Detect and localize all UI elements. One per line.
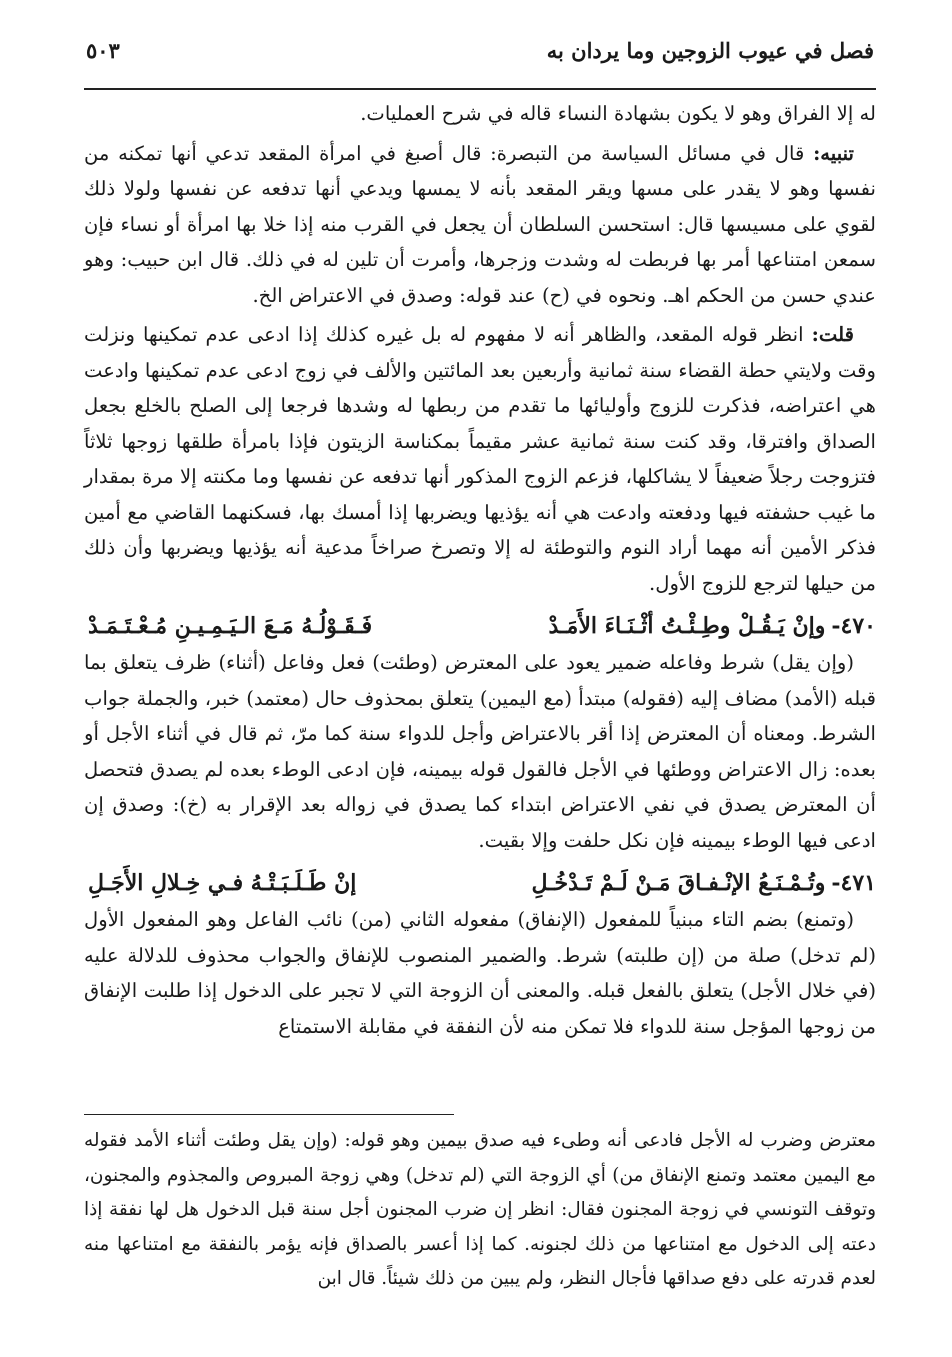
qultu-lead: قلت: [811,323,854,346]
footnote-rule [84,1114,454,1115]
verse-471-first-text: وتُـمْـنَـعُ الإنْـفـاقَ مَـنْ لَـمْ تَـدْخُـلِ [531,870,826,896]
paragraph-tanbih [84,136,876,314]
tanbih-text: قال في مسائل السياسة من التبصرة: قال أصبغ في امرأة المقعد تدعي أنها تمكنه من نفسها وهو لا يقدر على مسها ويقر المقعد بأنه لا يمسها ويدعي أنها تدفعه عن نفسها ولولا ذلك لقوي على مسيسها قال: استحسن السلطان أن يجعل في القرب منه إذا خلا بها امرأة أو نساء فإن سمعن امتناعها أمر بها فربطت له وشدت وزجرها، وأمرت أن تلين له في ذلك. قال ابن حبيب: وهو عندي حسن من الحكم اهـ. ونحوه في (ح) عند قوله: وصدق في الاعتراض الخ. [84,141,876,307]
qultu-text: انظر قوله المقعد، والظاهر أنه لا مفهوم له بل غيره كذلك إذا ادعى عدم تمكينها ونزلت وقت ولايتي حطة القضاء سنة ثمانية وأربعين بعد المائتين والألف في زوج ادعى عدم تمكينها وادعت هي اعتراضه، فذكرت للزوج وأوليائها ما تقدم من ربطها له وشدها فرجعا إلى الصلح بالخلع بجعل الصداق وافترقا، وقد كنت سنة ثمانية عشر مقيماً بمكناسة الزيتون فإذا بامرأة طلقها زوجها ثلاثاً فتزوجت رجلاً ضعيفاً لا يشاكلها، فزعم الزوج المذكور أنها تدفعه عن نفسها وما مكنته إلا مرة بمقدار ما غيب حشفته فيها ودفعته وادعت هي أنه يؤذيها ويضربها إذا أمسك بها، فسكنهما القاضي مع أمين فذكر الأمين أنه مهما أراد النوم والتوطئة له إلا وتصرخ صراخاً مدعية أنه يؤذيها ويضربها وأن ذلك من حيلها لترجع للزوج الأول. [84,323,876,595]
paragraph-commentary-471: (وتمنع) بضم التاء مبنياً للمفعول (الإنفاق) مفعوله الثاني (من) نائب الفاعل وهو المفعول الأول (لم تدخل) صلة من (إن طلبته) شرط. والضمير المنصوب للإنفاق والجواب محذوف للدلالة عليه (في خلال الأجل) يتعلق بالفعل قبله. والمعنى أن الزوجة التي لا تجبر على الدخول إذا طلبت الإنفاق من زوجها المؤجل سنة للدواء فلا تمكن منه لأن النفقة في مقابلة الاستمتاع [84,908,876,1038]
paragraph-1: له إلا الفراق وهو لا يكون بشهادة النساء قاله في شرح العمليات. [360,102,876,125]
verse-471-first-hemistich [531,864,876,902]
main-text [84,96,876,1044]
running-title: فصل في عيوب الزوجين وما يردان به [546,38,874,63]
verse-471 [84,864,876,902]
paragraph-commentary-470: (وإن يقل) شرط وفاعله ضمير يعود على المعترض (وطئت) فعل وفاعل (أثناء) ظرف يتعلق بما قبله (الأمد) مضاف إليه (فقوله) مبتدأ (مع اليمين) يتعلق بمحذوف حال (معتمد) خبر، والجملة جواب الشرط. ومعناه أن المعترض إذا أقر بالاعتراض وأجل للدواء سنة كما مرّ، ثم قال في أثناء الأجل أو بعده: زال الاعتراض ووطئها في الأجل فالقول قوله بيمينه، فإن ادعى الوطء بعده لم يصدق فتحصل أن المعترض يصدق في نفي الاعتراض ابتداء كما يصدق في زواله بعد الإقرار به (خ): وصدق إن ادعى فيها الوطء بيمينه فإن نكل حلفت وإلا بقيت. [84,651,876,852]
page-header [86,34,874,74]
verse-470-first-text: وإنْ يَـقُـلْ وطِـئْـتُ أثْـنَـاءَ الأَمَـدْ [548,613,826,639]
footnote-text: معترض وضرب له الأجل فادعى أنه وطىء فيه صدق بيمين وهو قوله: (وإن يقل وطئت أثناء الأمد فقوله مع اليمين معتمد وتمنع الإنفاق من) أي الزوجة التي (لم تدخل) وهي زوجة المبروص والمجذوم والمجنون، وتوقف التونسي في زوجة المجنون فقال: انظر إن ضرب المجنون أجل سنة قبل الدخول هل لها نفقة إذا دعته إلى الدخول مع امتناعها من ذلك لجنونه. كما إذا أعسر بالصداق فإنه يؤمر بالنفقة مع امتناعها منه لعدم قدرته على دفع صداقها فأجال النظر، ولم يبين من ذلك شيئاً. قال ابن [84,1130,876,1289]
verse-470-second-hemistich: فَـقَـوْلُـهُ مَـعَ الـيَـمِـيـنِ مُـعْـتَـمَـدْ [88,613,373,639]
page-number: ٥٠٣ [86,38,120,63]
tanbih-lead: تنبيه: [813,141,854,165]
verse-470-first-hemistich [549,607,876,645]
verse-471-number: ٤٧١- [831,870,876,896]
verse-470-number: ٤٧٠- [831,613,876,639]
paragraph-qultu [84,317,876,601]
verse-470 [84,607,876,645]
header-rule [84,88,876,90]
footnote-block [84,1124,876,1297]
verse-471-second-hemistich: إنْ طَـلَـبَـتْـهُ فـي خِـلالِ الأَجَـلِ [88,870,357,896]
